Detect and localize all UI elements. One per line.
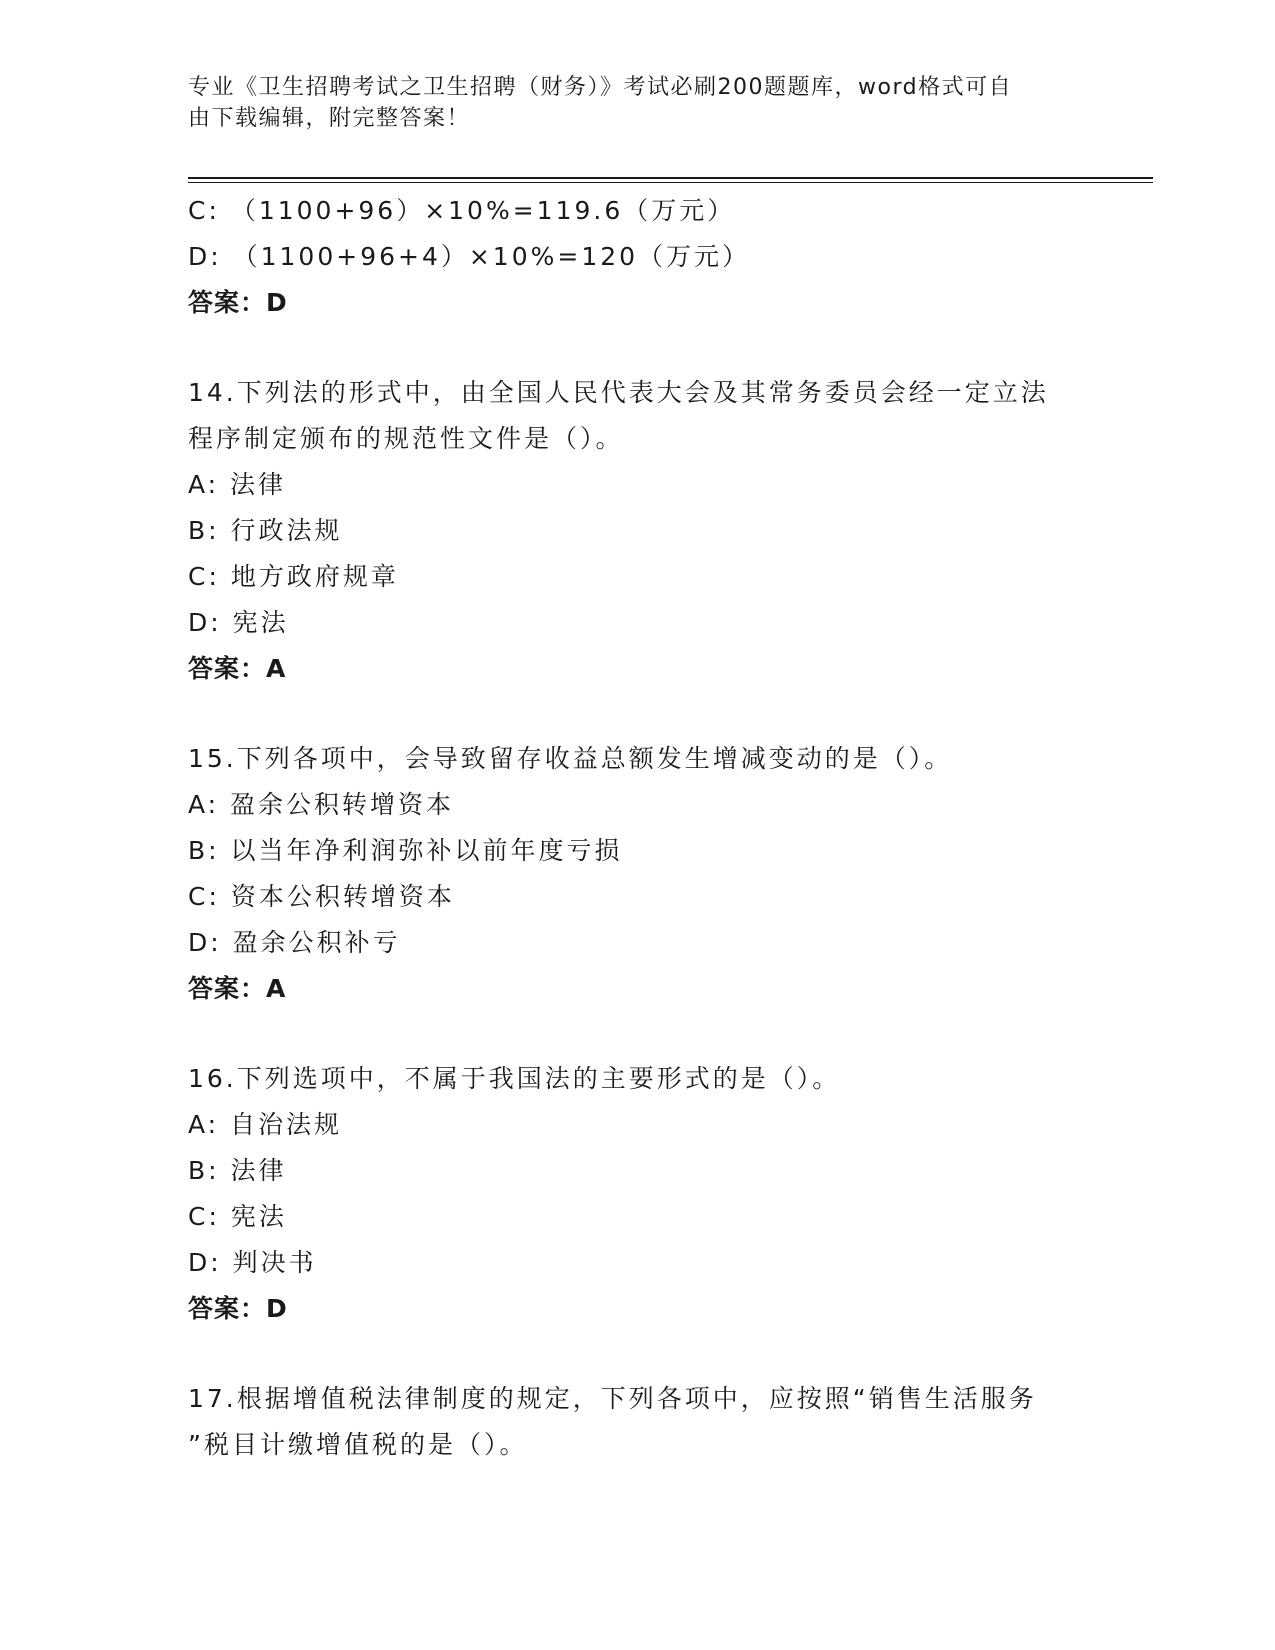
spacer [188,692,1088,736]
question-14 [188,370,1088,692]
question-stem-continued: 程序制定颁布的规范性文件是（）。 [188,424,624,453]
option-d: D: 盈余公积补亏 [188,928,401,957]
spacer [188,326,1088,370]
option-b: B: 以当年净利润弥补以前年度亏损 [188,836,623,865]
option-c: C: （1100+96）×10%=119.6（万元） [188,196,736,225]
option-b: B: 行政法规 [188,516,343,545]
spacer [188,1332,1088,1376]
header-line-2: 由下载编辑，附完整答案！ [188,106,471,131]
question-stem: 14.下列法的形式中，由全国人民代表大会及其常务委员会经一定立法 [188,378,1049,407]
question-stem: 15.下列各项中，会导致留存收益总额发生增减变动的是（）。 [188,744,953,773]
option-d: D: 宪法 [188,608,289,637]
option-a: A: 法律 [188,470,287,499]
option-c: C: 地方政府规章 [188,562,399,591]
answer-label: 答案：A [188,654,287,683]
option-a: A: 盈余公积转增资本 [188,790,455,819]
option-a: A: 自治法规 [188,1110,343,1139]
question-17 [188,1376,1088,1468]
option-d: D: 判决书 [188,1248,317,1277]
question-16 [188,1056,1088,1332]
option-c: C: 资本公积转增资本 [188,882,455,911]
document-header [188,72,1068,134]
answer-label: 答案：D [188,1294,288,1323]
document-body [188,188,1088,1468]
header-line-1: 专业《卫生招聘考试之卫生招聘（财务）》考试必刷200题题库，word格式可自 [188,75,1013,100]
question-stem: 17.根据增值税法律制度的规定，下列各项中，应按照“销售生活服务 [188,1384,1037,1413]
header-divider-thick [188,177,1153,179]
question-stem-continued: ”税目计缴增值税的是（）。 [188,1430,528,1459]
question-15 [188,736,1088,1012]
question-13-tail [188,188,1088,326]
option-b: B: 法律 [188,1156,287,1185]
header-divider-thin [188,182,1153,183]
option-d: D: （1100+96+4）×10%=120（万元） [188,242,751,271]
answer-label: 答案：A [188,974,287,1003]
answer-label: 答案：D [188,288,288,317]
option-c: C: 宪法 [188,1202,287,1231]
spacer [188,1012,1088,1056]
question-stem: 16.下列选项中，不属于我国法的主要形式的是（）。 [188,1064,841,1093]
